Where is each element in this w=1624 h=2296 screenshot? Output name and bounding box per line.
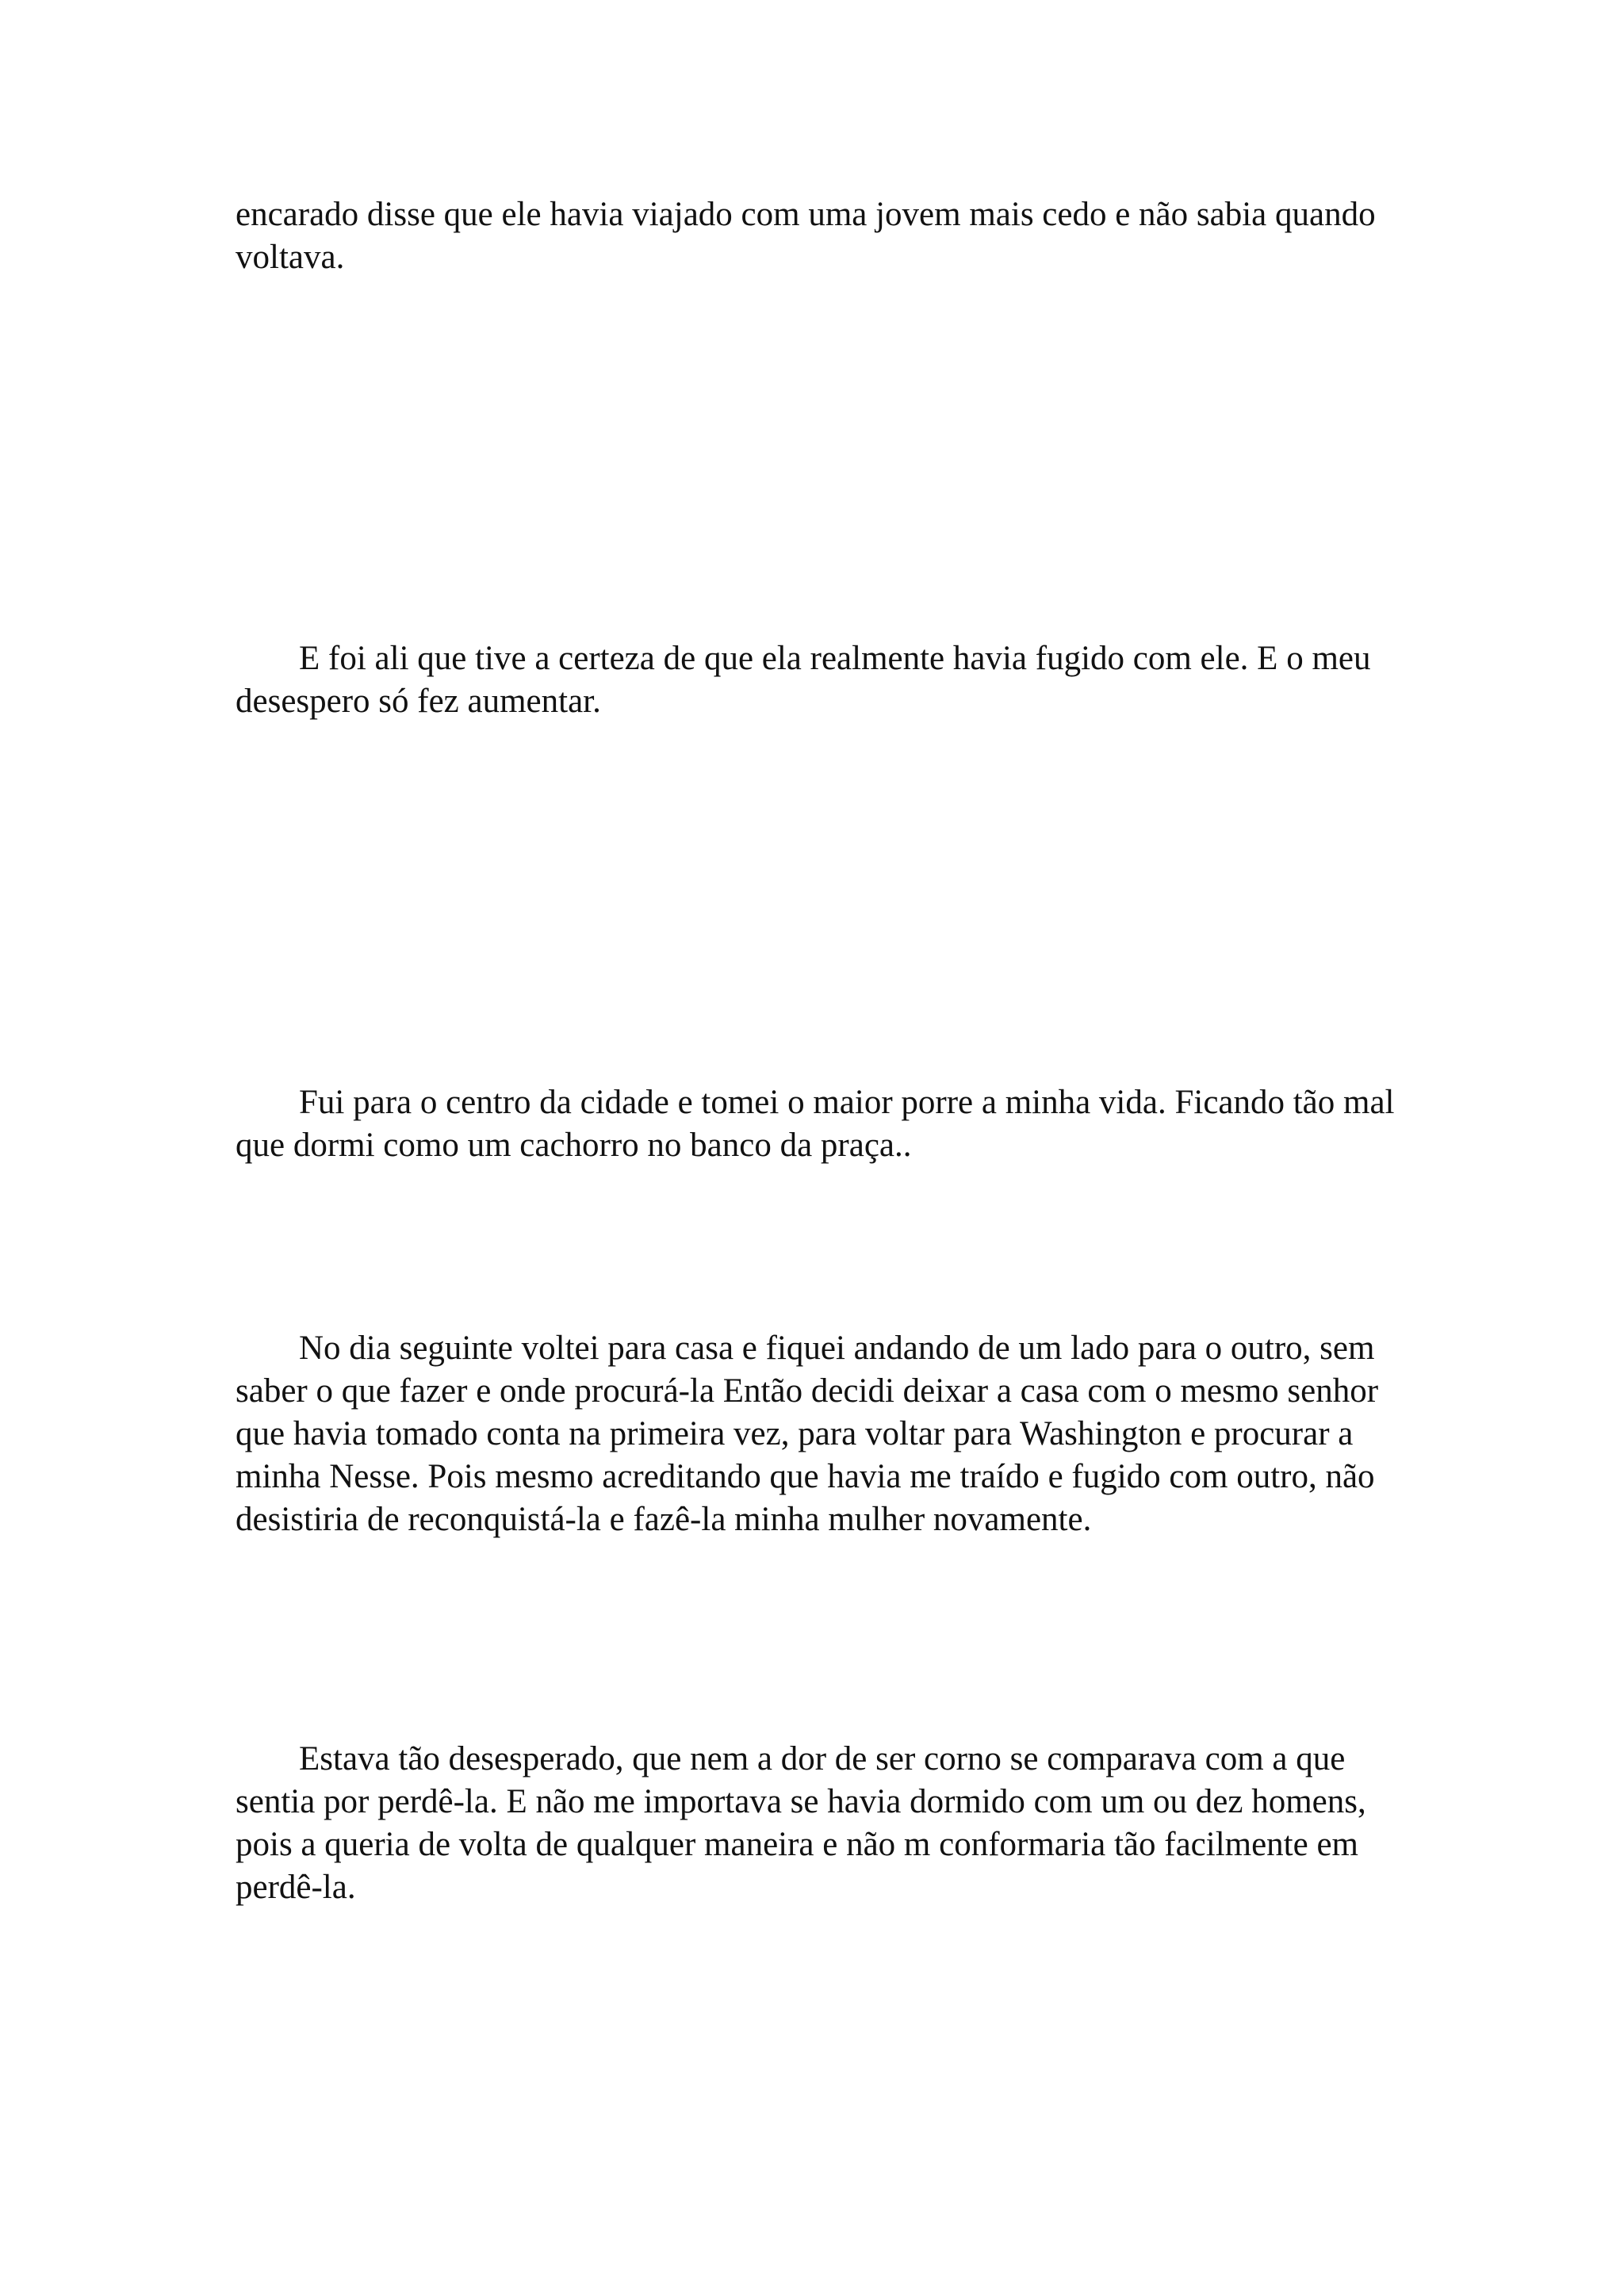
- paragraph-4: No dia seguinte voltei para casa e fiquei andando de um lado para o outro, sem saber o que fazer e onde procurá-la Então decidi deixar a casa com o mesmo senhor que havia tomado conta na primeira vez, para voltar para Washington e procurar a minha Nesse. Pois mesmo acreditando que havia me traído e fugido com outro, não desistiria de reconquistá-la e fazê-la minha mulher novamente.: [236, 1330, 1379, 1538]
- paragraph-5: Estava tão desesperado, que nem a dor de ser corno se comparava com a que sentia por perdê-la. E não me importava se havia dormido com um ou dez homens, pois a queria de volta de qualquer maneira e não m conformaria tão facilmente em perdê-la.: [236, 1740, 1366, 1906]
- paragraph-2: E foi ali que tive a certeza de que ela realmente havia fugido com ele. E o meu desespero só fez aumentar.: [236, 640, 1371, 720]
- paragraph-3: Fui para o centro da cidade e tomei o maior porre a minha vida. Ficando tão mal que dormi como um cachorro no banco da praça..: [236, 1084, 1395, 1164]
- paragraph-1: encarado disse que ele havia viajado com uma jovem mais cedo e não sabia quando voltava.: [236, 196, 1376, 276]
